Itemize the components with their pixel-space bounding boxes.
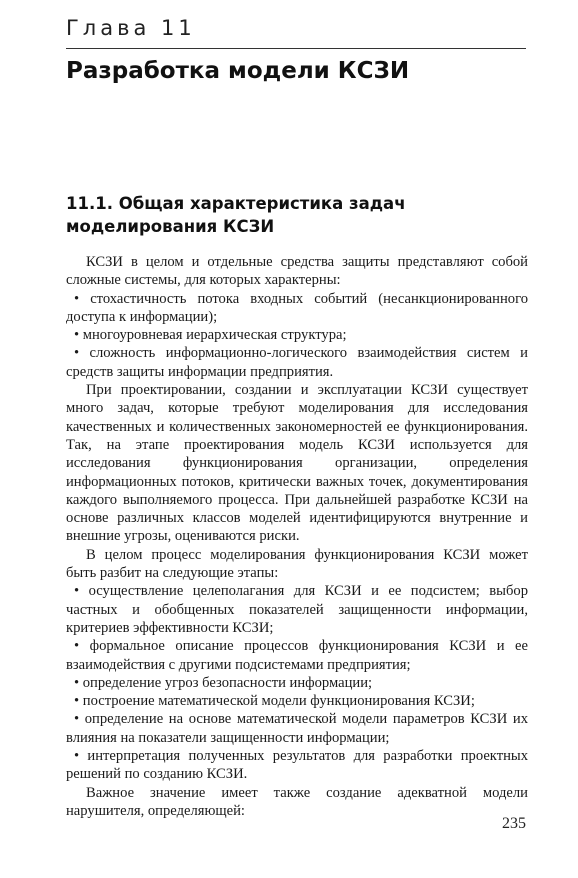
chapter-label: Глава 11 [66,16,196,40]
bullet-item: • определение угроз безопасности информации; [74,674,373,691]
bullet-item: • сложность информационно-логического взаимодействия систем и средств защиты информации предприятия. [66,345,528,380]
bullet-item: • осуществление целеполагания для КСЗИ и ее подсистем; выбор частных и обобщенных показателей защищенности информации, критериев эффективности КСЗИ; [66,583,528,636]
paragraph: Важное значение имеет также создание адекватной модели нарушителя, определяющей: [66,784,528,819]
paragraph: При проектировании, создании и эксплуатации КСЗИ существует много задач, которые требуют моделирования для исследования качественных и количественных закономерностей ее функционирования. Так, на этапе проектирования модель КСЗИ используется для исследования функционирования организации, определения информационных потоков, критически важных точек, документирования каждого выполняемого процесса. При дальнейшей разработке КСЗИ на основе различных классов моделей идентифицируются внутренние и внешние угрозы, оцениваются риски. [66,382,528,545]
paragraph: В целом процесс моделирования функционирования КСЗИ может быть разбит на следующие этапы: [66,546,528,582]
bullet-item: • интерпретация полученных результатов для разработки проектных решений по созданию КСЗИ. [66,748,528,783]
chapter-rule [66,48,526,49]
section-title: 11.1. Общая характеристика задач моделирования КСЗИ [66,194,406,236]
bullet-item: • построение математической модели функционирования КСЗИ; [74,693,475,710]
body-text [66,253,528,820]
page-number: 235 [502,815,526,832]
chapter-title: Разработка модели КСЗИ [66,58,410,84]
bullet-item: • стохастичность потока входных событий (несанкционированного доступа к информации); [66,290,528,325]
bullet-item: • определение на основе математической модели параметров КСЗИ их влияния на показатели защищенности информации; [66,711,528,746]
bullet-item: • формальное описание процессов функционирования КСЗИ и ее взаимодействия с другими подсистемами предприятия; [66,638,528,673]
bullet-item: • многоуровневая иерархическая структура; [74,327,347,344]
paragraph: КСЗИ в целом и отдельные средства защиты представляют собой сложные системы, для которых характерны: [66,254,528,289]
